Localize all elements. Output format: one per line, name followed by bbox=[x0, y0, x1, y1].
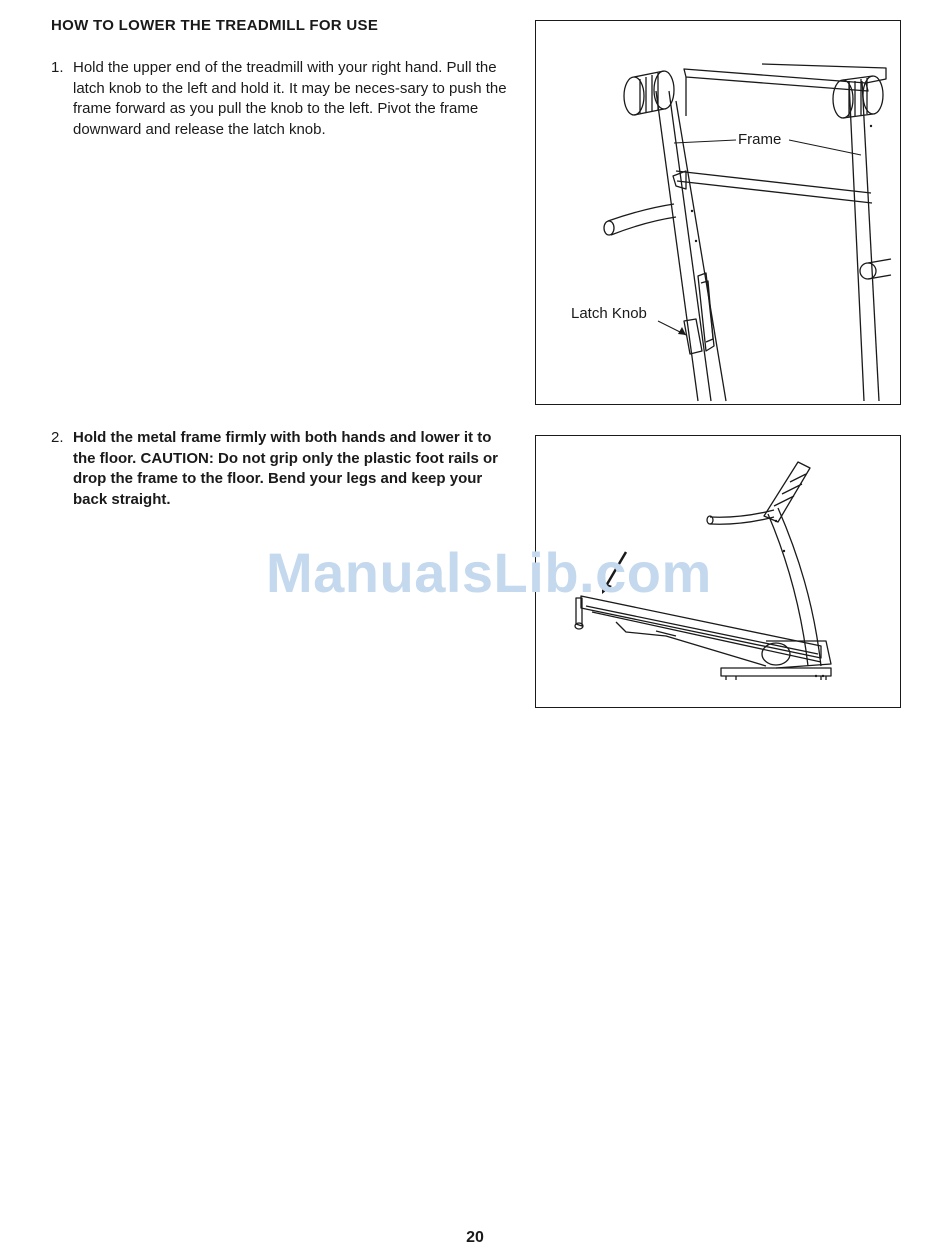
frame-callout-label: Frame bbox=[738, 131, 782, 148]
latch-knob-callout-label: Latch Knob bbox=[571, 305, 647, 322]
watermark: ManualsLib.com bbox=[266, 541, 712, 604]
lowering-treadmill-illustration bbox=[536, 436, 901, 708]
step-text: Hold the upper end of the treadmill with your right hand. Pull the latch knob to the left and hold it. It may be neces-sary to push the frame forward as you pull the knob to the left. Pivot the frame downward and release the latch knob. bbox=[73, 59, 507, 138]
step-number: 2. bbox=[51, 429, 64, 446]
step-text: Hold the metal frame firmly with both hands and lower it to the floor. CAUTION: Do not grip only the plastic foot rails or drop the frame to the floor. Bend your legs and keep your back straight. bbox=[73, 429, 499, 508]
section-heading: HOW TO LOWER THE TREADMILL FOR USE bbox=[51, 17, 379, 34]
instruction-step-1 bbox=[51, 58, 516, 140]
step-number: 1. bbox=[51, 59, 64, 76]
figure-lowering-treadmill bbox=[535, 435, 901, 708]
instruction-step-2 bbox=[51, 428, 516, 510]
figure-raised-frame bbox=[535, 20, 901, 405]
page-number: 20 bbox=[466, 1229, 484, 1246]
raised-frame-illustration bbox=[536, 21, 901, 405]
